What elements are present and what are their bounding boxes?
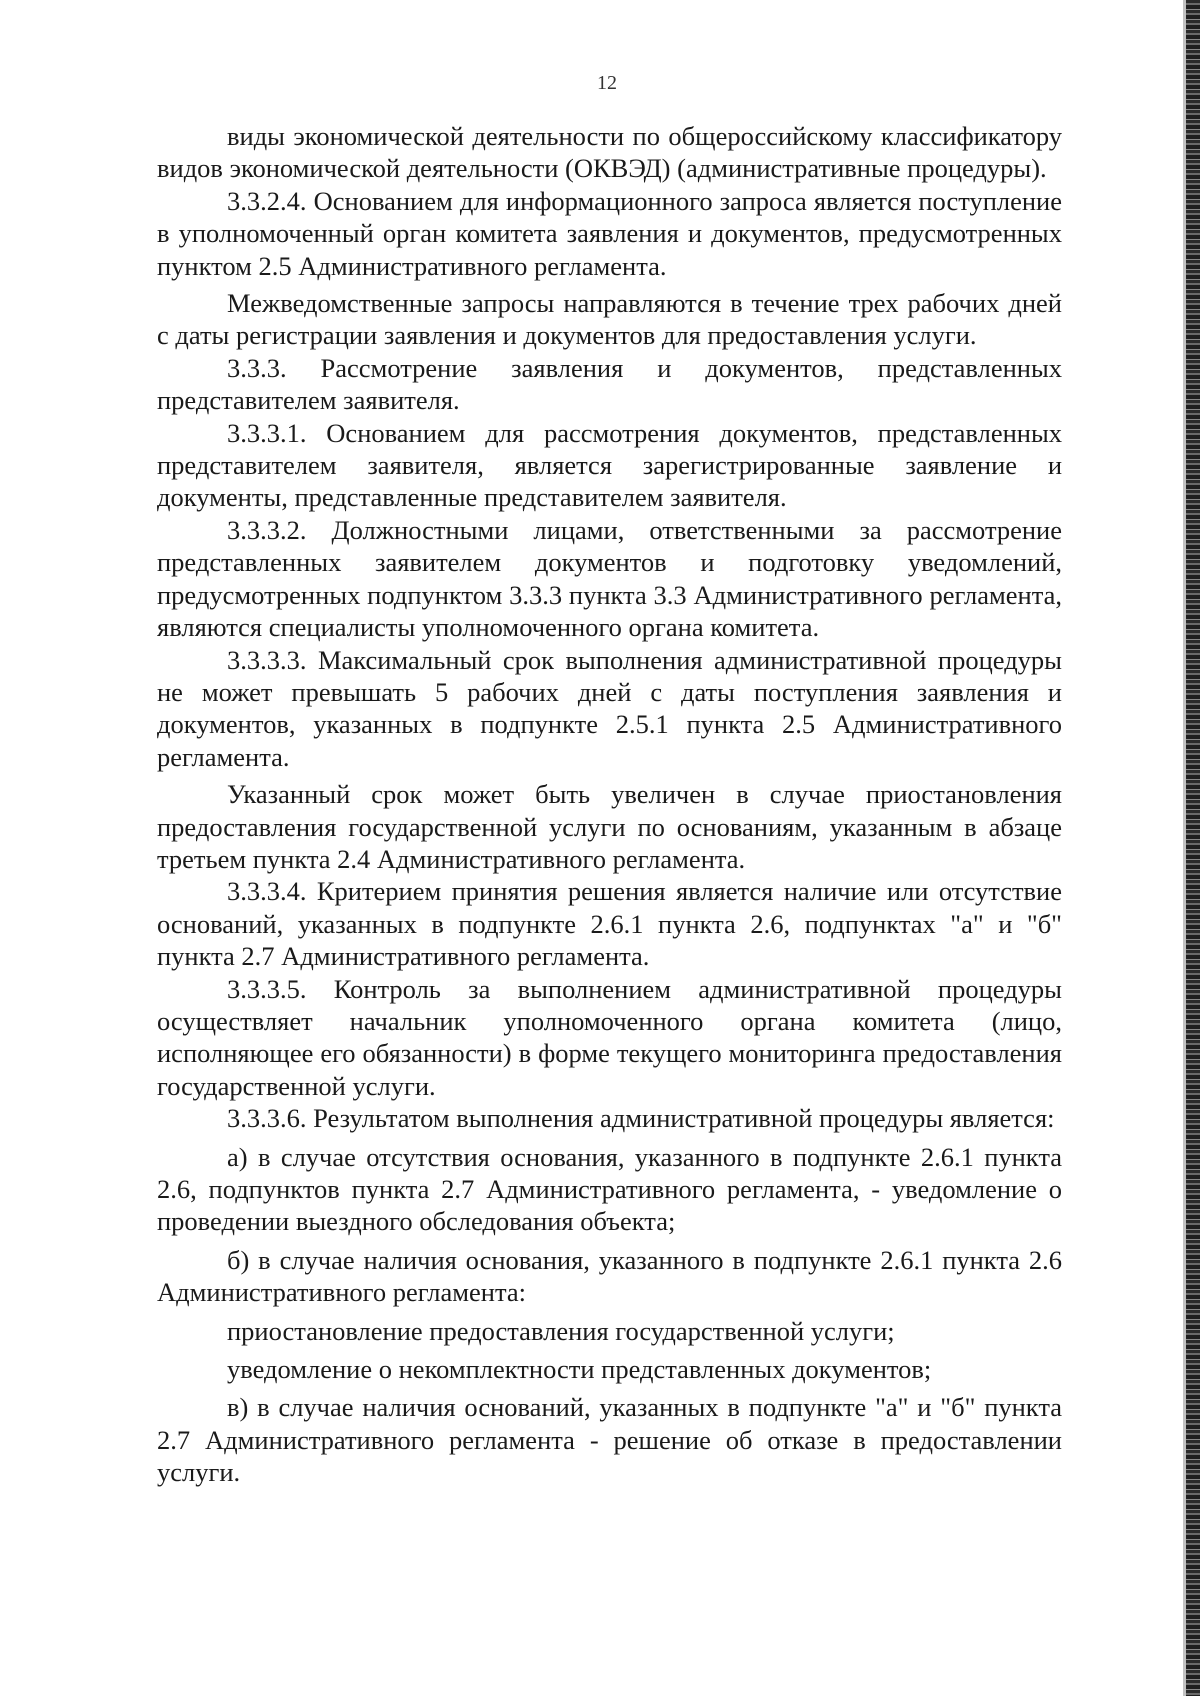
paragraph-3-3-3-2: 3.3.3.2. Должностными лицами, ответственными за рассмотрение представленных заявителем документов и подготовку уведомлений, предусмотренных подпунктом 3.3.3 пункта 3.3 Административного регламента, являются специалисты уполномоченного органа комитета. — [157, 514, 1062, 643]
list-item-a: а) в случае отсутствия основания, указанного в подпункте 2.6.1 пункта 2.6, подпунктов пункта 2.7 Административного регламента, - уведомление о проведении выездного обследования объекта; — [157, 1141, 1062, 1237]
list-item-incompleteness: уведомление о некомплектности представленных документов; — [227, 1354, 932, 1385]
list-item-suspension: приостановление предоставления государственной услуги; — [227, 1315, 895, 1346]
paragraph-3-3-2-4: 3.3.2.4. Основанием для информационного запроса является поступление в уполномоченный орган комитета заявления и документов, предусмотренных пунктом 2.5 Административного регламента. — [157, 185, 1062, 281]
paragraph-interagency-requests: Межведомственные запросы направляются в течение трех рабочих дней с даты регистрации заявления и документов для предоставления услуги. — [157, 288, 1062, 351]
paragraph-3-3-3-1: 3.3.3.1. Основанием для рассмотрения документов, представленных представителем заявителя, является зарегистрированные заявление и документы, представленные представителем заявителя. — [157, 417, 1062, 513]
list-item-v: в) в случае наличия оснований, указанных в подпункте "а" и "б" пункта 2.7 Административного регламента - решение об отказе в предоставлении услуги. — [157, 1392, 1062, 1488]
document-body — [157, 120, 1062, 1489]
page-number: 12 — [597, 72, 617, 94]
paragraph-okved: виды экономической деятельности по общероссийскому классификатору видов экономической деятельности (ОКВЭД) (административные процедуры). — [157, 121, 1062, 184]
paragraph-3-3-3: 3.3.3. Рассмотрение заявления и документов, представленных представителем заявителя. — [157, 352, 1062, 416]
paragraph-3-3-3-4: 3.3.3.4. Критерием принятия решения является наличие или отсутствие оснований, указанных в подпункте 2.6.1 пункта 2.6, подпунктах "а" и "б" пункта 2.7 Административного регламента. — [157, 876, 1062, 972]
paragraph-3-3-3-6: 3.3.3.6. Результатом выполнения административной процедуры является: — [227, 1103, 1055, 1134]
paragraph-3-3-3-5: 3.3.3.5. Контроль за выполнением административной процедуры осуществляет начальник уполномоченного органа комитета (лицо, исполняющее его обязанности) в форме текущего мониторинга предоставления государственной услуги. — [157, 973, 1062, 1101]
scan-edge — [1186, 0, 1200, 1696]
paragraph-term-extension: Указанный срок может быть увеличен в случае приостановления предоставления государственной услуги по основаниям, указанным в абзаце третьем пункта 2.4 Административного регламента. — [157, 779, 1062, 874]
paragraph-3-3-3-3: 3.3.3.3. Максимальный срок выполнения административной процедуры не может превышать 5 рабочих дней с даты поступления заявления и документов, указанных в подпункте 2.5.1 пункта 2.5 Административного регламента. — [157, 644, 1062, 772]
list-item-b: б) в случае наличия основания, указанного в подпункте 2.6.1 пункта 2.6 Административного регламента: — [157, 1244, 1062, 1308]
